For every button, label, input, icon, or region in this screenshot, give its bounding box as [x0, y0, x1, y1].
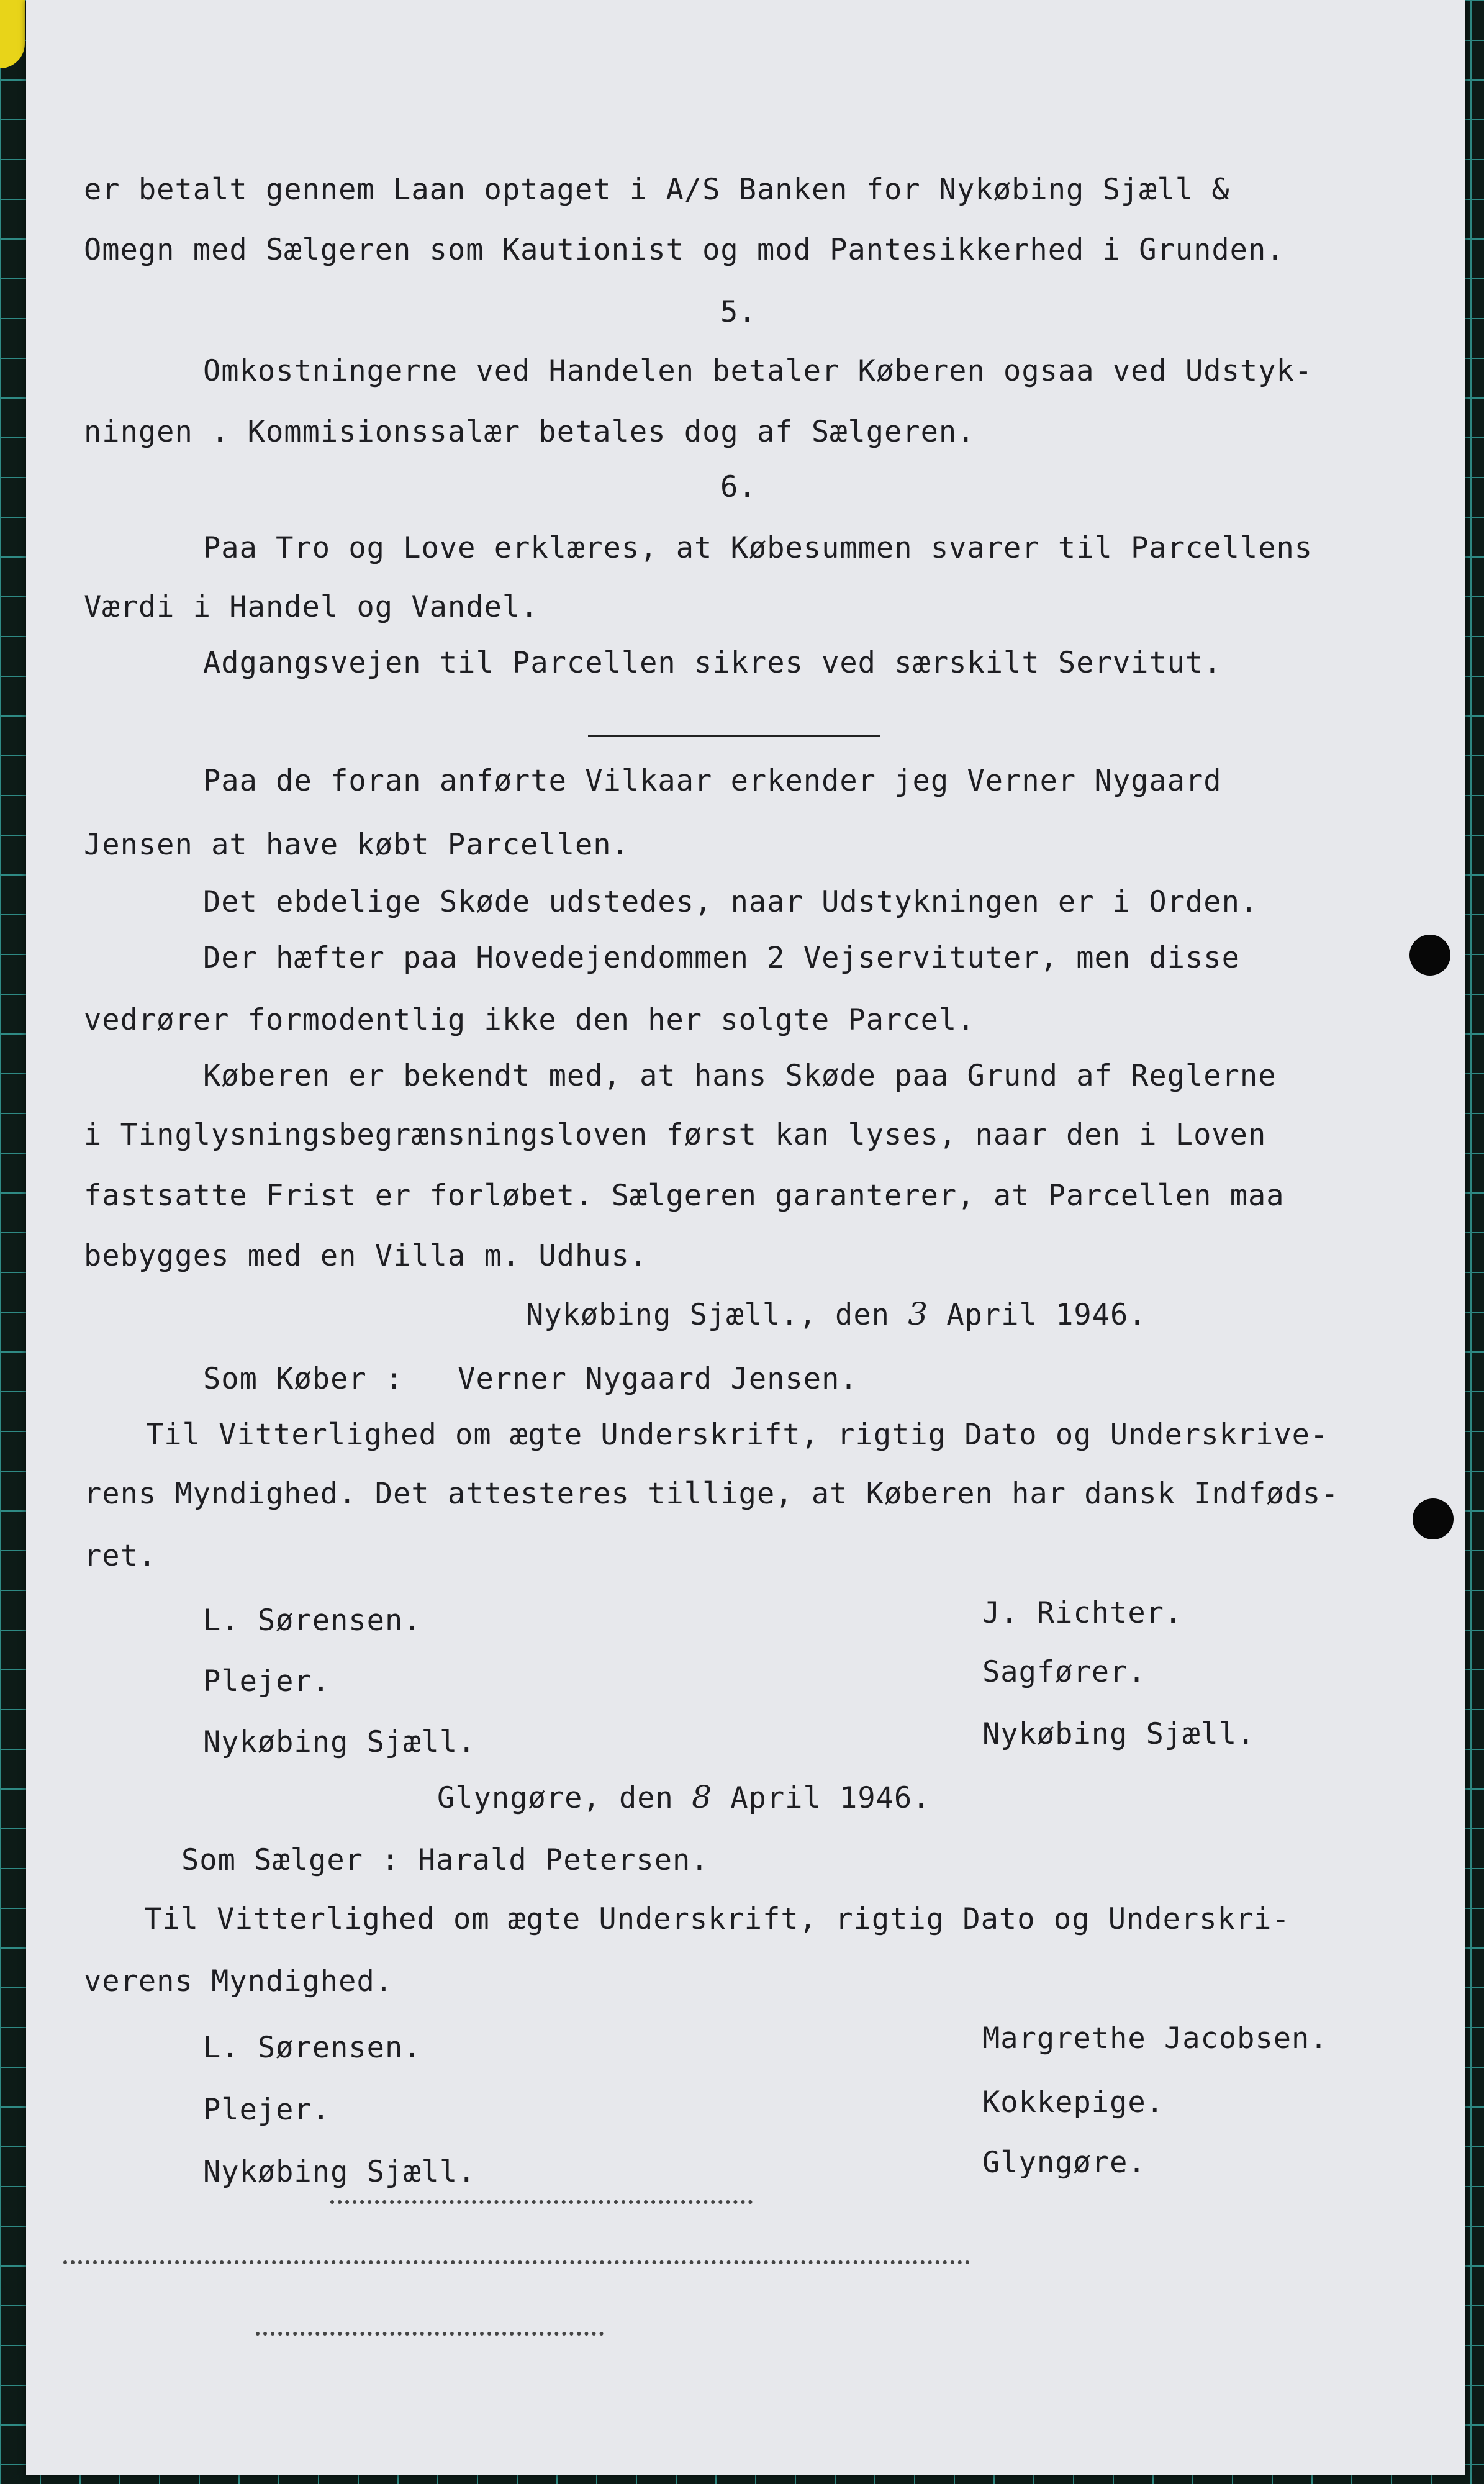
witness-a-name: L. Sørensen. — [203, 2031, 422, 2065]
body-line: Omegn med Sælgeren som Kautionist og mod Pantesikkerhed i Grunden. — [84, 233, 1285, 267]
body-line: er betalt gennem Laan optaget i A/S Banken for Nykøbing Sjæll & — [84, 173, 1230, 207]
body-line: ningen . Kommisionssalær betales dog af Sælgeren. — [84, 415, 975, 449]
witness-a-name: L. Sørensen. — [203, 1603, 422, 1638]
body-line: vedrører formodentlig ikke den her solgte Parcel. — [84, 1003, 975, 1037]
date-line-1 — [526, 1296, 1147, 1332]
body-line: i Tinglysningsbegrænsningsloven først kan lyses, naar den i Loven — [84, 1118, 1267, 1152]
punch-hole — [1409, 935, 1450, 976]
witness-a-place: Nykøbing Sjæll. — [203, 1725, 476, 1759]
body-line: Paa de foran anførte Vilkaar erkender jeg Verner Nygaard — [203, 764, 1222, 798]
witness-b-title: Kokkepige. — [982, 2085, 1164, 2119]
witness-a-title: Plejer. — [203, 2093, 331, 2127]
section-number-5: 5. — [720, 295, 757, 329]
dotted-line — [63, 2260, 970, 2264]
date-rest-1: April 1946. — [946, 1298, 1147, 1332]
witness-text-line: ret. — [84, 1539, 157, 1573]
witness-b-place: Nykøbing Sjæll. — [982, 1717, 1256, 1751]
dotted-line — [330, 2200, 753, 2204]
buyer-signature-line: Som Køber : Verner Nygaard Jensen. — [203, 1362, 858, 1396]
body-line: Det ebdelige Skøde udstedes, naar Udstykningen er i Orden. — [203, 885, 1259, 919]
witness-text-line: Til Vitterlighed om ægte Underskrift, rigtig Dato og Underskrive- — [146, 1418, 1329, 1452]
witness-text-line: Til Vitterlighed om ægte Underskrift, rigtig Dato og Underskri- — [144, 1902, 1290, 1936]
date-day-1: 3 — [908, 1296, 929, 1332]
body-line: Køberen er bekendt med, at hans Skøde paa Grund af Reglerne — [203, 1059, 1277, 1093]
witness-b-name: J. Richter. — [982, 1596, 1183, 1630]
yellow-tape — [0, 0, 25, 68]
date-day-2: 8 — [692, 1779, 712, 1815]
date-place-2: Glyngøre, den — [437, 1781, 674, 1815]
punch-hole — [1413, 1498, 1454, 1539]
body-line: Jensen at have købt Parcellen. — [84, 828, 630, 862]
witness-b-name: Margrethe Jacobsen. — [982, 2021, 1328, 2056]
body-line: Paa Tro og Love erklæres, at Købesummen svarer til Parcellens — [203, 531, 1313, 565]
date-line-2 — [437, 1779, 931, 1815]
body-line: Adgangsvejen til Parcellen sikres ved særskilt Servitut. — [203, 646, 1222, 680]
date-rest-2: April 1946. — [730, 1781, 931, 1815]
section-number-6: 6. — [720, 470, 757, 504]
witness-b-title: Sagfører. — [982, 1655, 1146, 1689]
body-line: Omkostningerne ved Handelen betaler Køberen ogsaa ved Udstyk- — [203, 354, 1313, 388]
seller-signature-line: Som Sælger : Harald Petersen. — [181, 1843, 709, 1877]
body-line: fastsatte Frist er forløbet. Sælgeren garanterer, at Parcellen maa — [84, 1179, 1285, 1213]
witness-a-place: Nykøbing Sjæll. — [203, 2155, 476, 2189]
witness-text-line: rens Myndighed. Det attesteres tillige, at Køberen har dansk Indføds- — [84, 1477, 1339, 1511]
body-line: Der hæfter paa Hovedejendommen 2 Vejservituter, men disse — [203, 941, 1240, 975]
dotted-line — [256, 2332, 604, 2336]
witness-b-place: Glyngøre. — [982, 2146, 1146, 2180]
witness-text-line: verens Myndighed. — [84, 1964, 394, 1998]
date-place-1: Nykøbing Sjæll., den — [526, 1298, 890, 1332]
section-divider — [588, 735, 880, 737]
body-line: bebygges med en Villa m. Udhus. — [84, 1239, 648, 1273]
witness-a-title: Plejer. — [203, 1664, 331, 1698]
document-page — [26, 0, 1465, 2475]
body-line: Værdi i Handel og Vandel. — [84, 590, 539, 624]
